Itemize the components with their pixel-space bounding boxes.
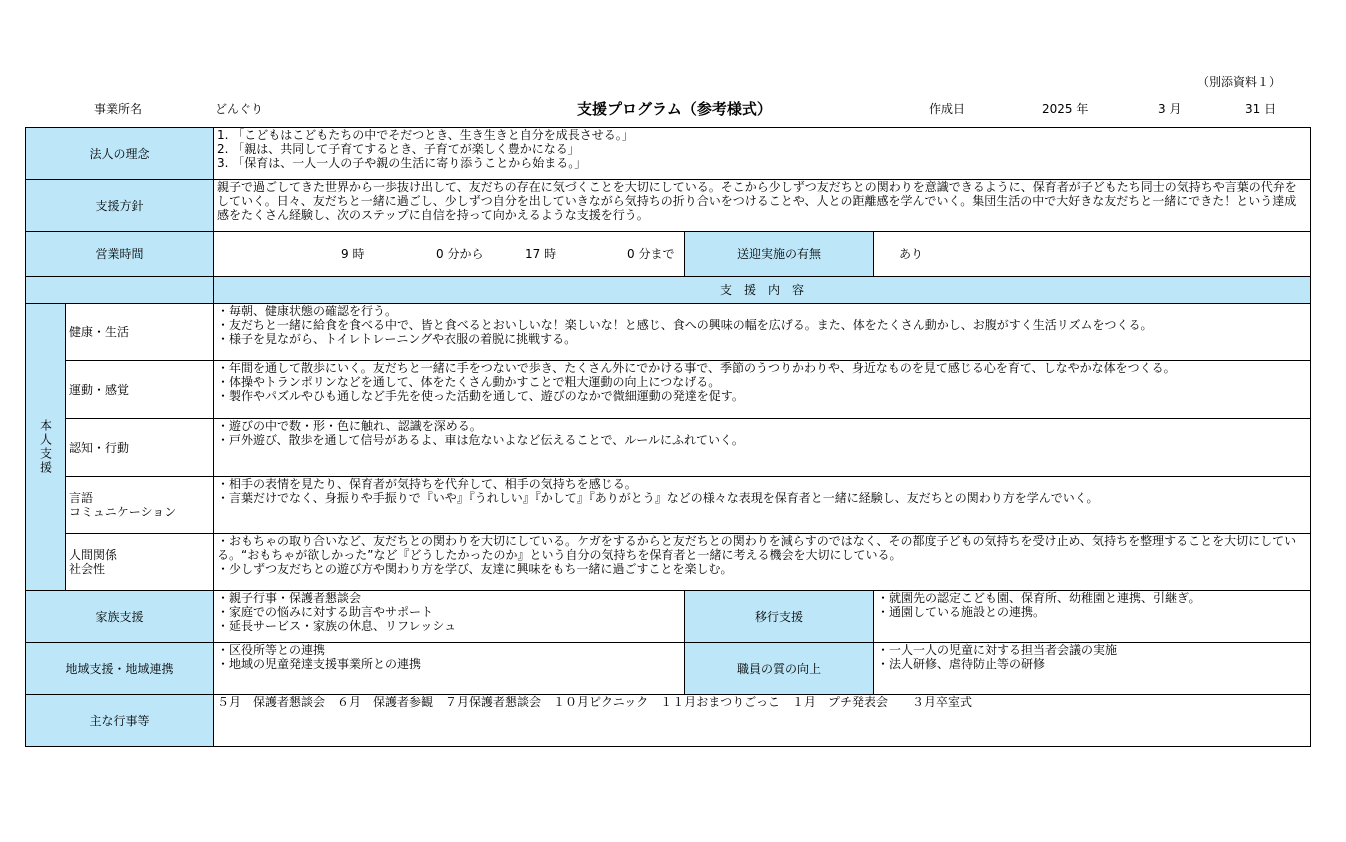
end-minute: 0 分まで xyxy=(627,247,675,261)
support-program-table xyxy=(25,127,1311,747)
policy-row xyxy=(26,180,1311,232)
personal-support-label: 本人支援 xyxy=(26,304,66,591)
philosophy-label: 法人の理念 xyxy=(26,128,214,180)
family-content: ・親子行事・保護者懇談会 ・家庭での悩みに対する助言やサポート ・延長サービス・家族の休息、リフレッシュ xyxy=(214,591,685,643)
created-month: 3 月 xyxy=(1158,102,1182,116)
health-row xyxy=(26,304,1311,361)
language-line: ・相手の表情を見たり、保育者が気持ちを代弁して、相手の気持ちを感じる。 xyxy=(217,477,637,491)
cognition-content xyxy=(214,419,1311,477)
office-name: どんぐり xyxy=(215,102,264,116)
language-row xyxy=(26,477,1311,534)
office-label: 事業所名 xyxy=(94,102,143,116)
health-line: ・毎朝、健康状態の確認を行う。 xyxy=(217,304,398,318)
events-content xyxy=(214,695,1311,747)
motor-label: 運動・感覚 xyxy=(66,361,214,419)
transport-value: あり xyxy=(874,232,1311,277)
motor-row xyxy=(26,361,1311,419)
cognition-label: 認知・行動 xyxy=(66,419,214,477)
policy-content xyxy=(214,180,1311,232)
community-row xyxy=(26,643,1311,695)
events-text: ５月 保護者懇談会 ６月 保護者参観 ７月保護者懇談会 １０月ピクニック １１月おまつりごっこ １月 プチ発表会 ３月卒室式 xyxy=(217,695,973,709)
philosophy-content xyxy=(214,128,1311,180)
end-hour: 17 時 xyxy=(525,247,557,261)
hours-content xyxy=(214,232,685,277)
hours-label: 営業時間 xyxy=(26,232,214,277)
created-day: 31 日 xyxy=(1245,102,1277,116)
language-label: 言語 コミュニケーション xyxy=(66,477,214,534)
health-label: 健康・生活 xyxy=(66,304,214,361)
motor-line: ・体操やトランポリンなどを通して、体をたくさん動かすことで粗大運動の向上につなげる。 xyxy=(217,375,721,389)
support-header-row xyxy=(26,277,1311,304)
social-paragraph: ・おもちゃの取り合いなど、友だちとの関わりを大切にしている。ケガをするからと友だちとの関わりを減らすのではなく、その都度子どもの気持ちを受け止め、気持ちを整理することを大切にしている。“おもちゃが欲しかった”など『どうしたかったのか』という自分の気持ちを保育者と一緒に考える機会を大切にしている。 xyxy=(217,534,1297,562)
community-content: ・区役所等との連携 ・地域の児童発達支援事業所との連携 xyxy=(214,643,685,695)
philosophy-line: 2. 「親は、共同して子育てするとき、子育てが楽しく豊かになる」 xyxy=(217,142,580,156)
philosophy-line: 1. 「こどもはこどもたちの中でそだつとき、生き生きと自分を成長させる。」 xyxy=(217,128,634,142)
family-label: 家族支援 xyxy=(26,591,214,643)
motor-content xyxy=(214,361,1311,419)
health-line: ・様子を見ながら、トイレトレーニングや衣服の着脱に挑戦する。 xyxy=(217,332,577,346)
social-line: ・少しずつ友だちとの遊び方や関わり方を学び、友達に興味をもち一緒に過ごすことを楽しむ。 xyxy=(217,562,733,576)
motor-line: ・製作やパズルやひも通しなど手先を使った活動を通して、遊びのなかで微細運動の発達を促す。 xyxy=(217,389,744,403)
events-label: 主な行事等 xyxy=(26,695,214,747)
philosophy-line: 3. 「保育は、一人一人の子や親の生活に寄り添うことから始まる。」 xyxy=(217,156,587,170)
transition-content: ・就園先の認定こども園、保育所、幼稚園と連携、引継ぎ。 ・通園している施設との連携。 xyxy=(874,591,1311,643)
social-row xyxy=(26,534,1311,591)
attachment-note: （別添資料１） xyxy=(1197,75,1282,89)
transition-label: 移行支援 xyxy=(685,591,874,643)
health-content xyxy=(214,304,1311,361)
cognition-row xyxy=(26,419,1311,477)
family-row xyxy=(26,591,1311,643)
events-row xyxy=(26,695,1311,747)
social-label: 人間関係 社会性 xyxy=(66,534,214,591)
motor-line: ・年間を通して散歩にいく。友だちと一緒に手をつないで歩き、たくさん外にでかける事で、季節のうつりかわりや、身近なものを見て感じる心を育て、しなやかな体をつくる。 xyxy=(217,361,1176,375)
cognition-line: ・遊びの中で数・形・色に触れ、認識を深める。 xyxy=(217,419,482,433)
created-label: 作成日 xyxy=(929,102,966,116)
page-title: 支援プログラム（参考様式） xyxy=(577,100,772,118)
staff-content: ・一人一人の児童に対する担当者会議の実施 ・法人研修、虐待防止等の研修 xyxy=(874,643,1311,695)
language-line: ・言葉だけでなく、身振りや手振りで『いや』『うれしい』『かして』『ありがとう』などの様々な表現を保育者と一緒に経験し、友だちとの関わり方を学んでいく。 xyxy=(217,491,1099,505)
philosophy-row xyxy=(26,128,1311,180)
start-minute: 0 分から xyxy=(436,247,484,261)
support-header: 支 援 内 容 xyxy=(214,277,1311,304)
hours-row xyxy=(26,232,1311,277)
staff-label: 職員の質の向上 xyxy=(685,643,874,695)
start-hour: 9 時 xyxy=(341,247,365,261)
social-content xyxy=(214,534,1311,591)
community-label: 地域支援・地域連携 xyxy=(26,643,214,695)
support-header-blank xyxy=(26,277,214,304)
health-line: ・友だちと一緒に給食を食べる中で、皆と食べるとおいしいな！楽しいな！と感じ、食への興味の幅を広げる。また、体をたくさん動かし、お腹がすく生活リズムをつくる。 xyxy=(217,318,1153,332)
transport-label: 送迎実施の有無 xyxy=(685,232,874,277)
policy-text: 親子で過ごしてきた世界から一歩抜け出して、友だちの存在に気づくことを大切にしている。そこから少しずつ友だちとの関わりを意識できるように、保育者が子どもたち同士の気持ちや言葉の代弁をしていく。日々、友だちと一緒に過ごし、少しずつ自分を出していきながら気持ちの折り合いをつけることや、人との距離感を学んでいく。集団生活の中で大好きな友だちと一緒にできた！という達成感をたくさん経験し、次のステップに自信を持って向かえるような支援を行う。 xyxy=(217,180,1297,222)
cognition-line: ・戸外遊び、散歩を通して信号があるよ、車は危ないよなど伝えることで、ルールにふれていく。 xyxy=(217,433,744,447)
created-year: 2025 年 xyxy=(1042,102,1089,116)
language-content xyxy=(214,477,1311,534)
policy-label: 支援方針 xyxy=(26,180,214,232)
